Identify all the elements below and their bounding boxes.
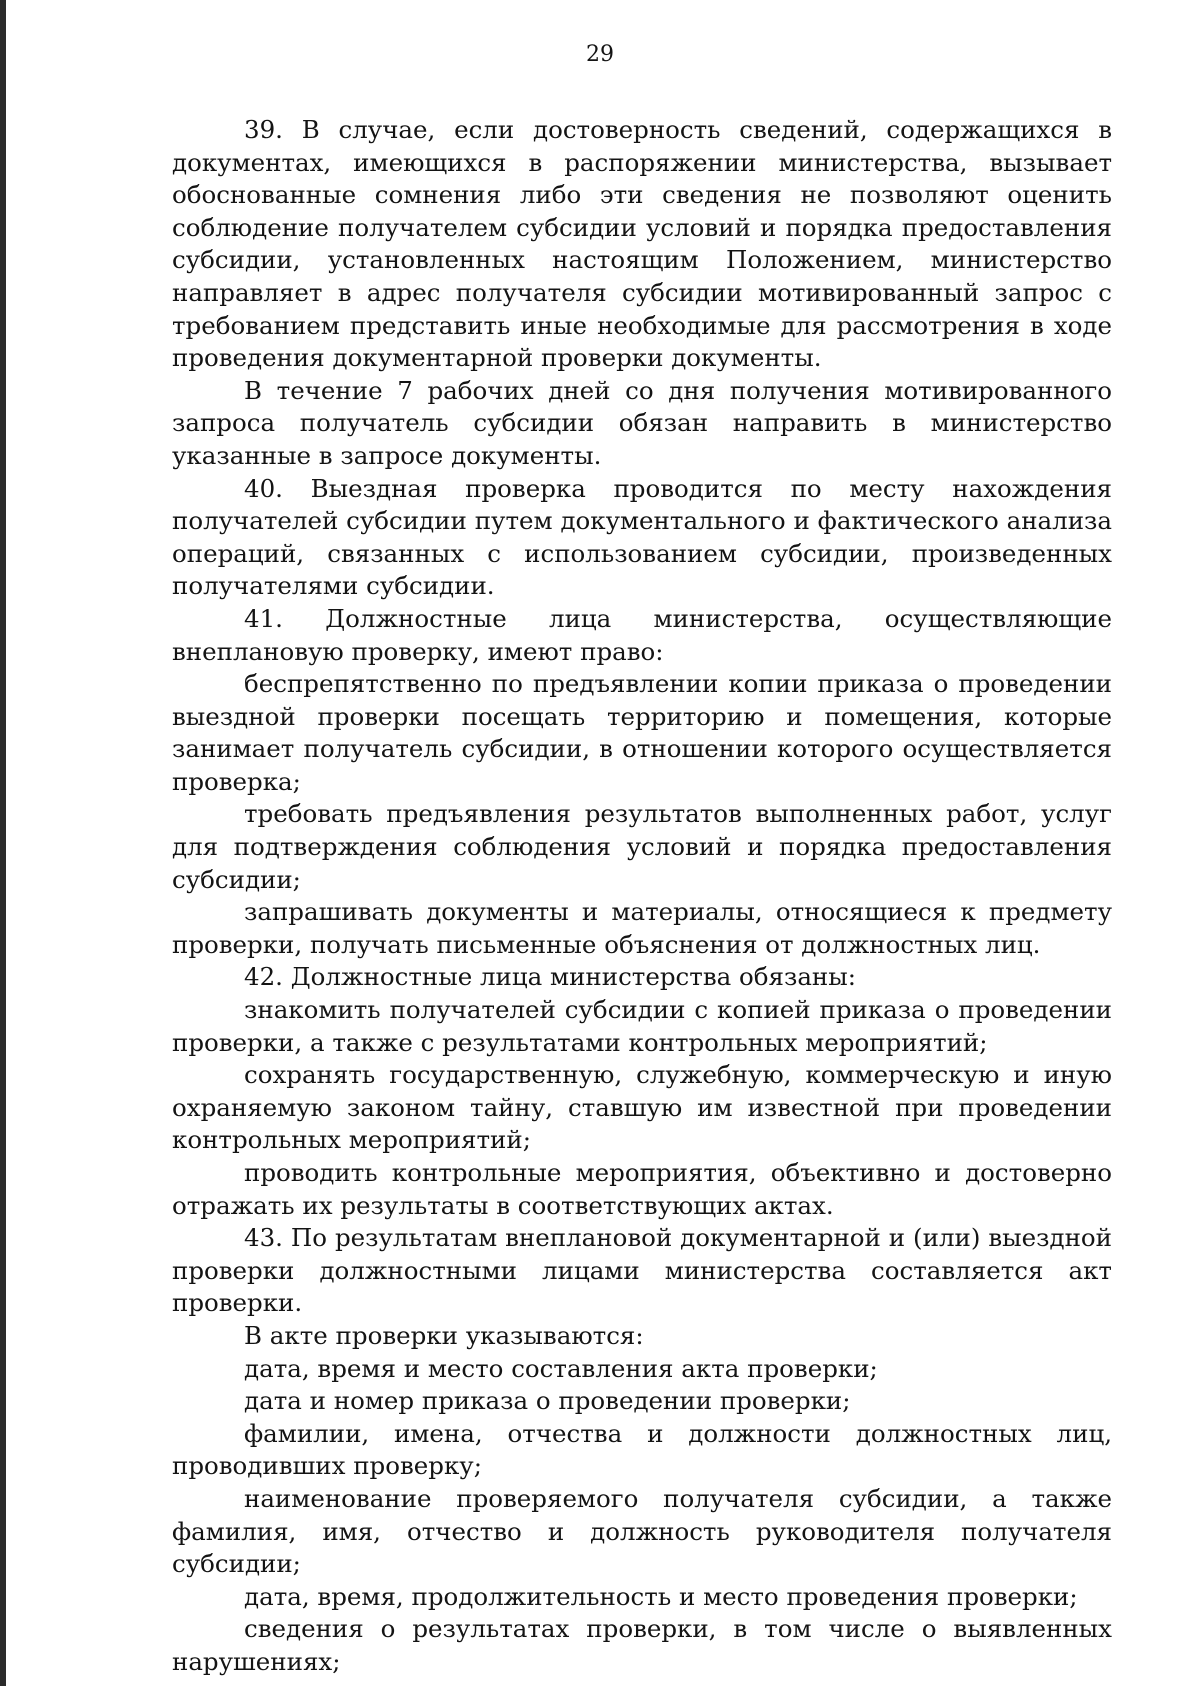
act-item: дата и номер приказа о проведении проверки; xyxy=(244,1386,851,1416)
act-item: наименование проверяемого получателя субсидии, а также фамилия, имя, отчество и должность руководителя получателя субсидии; xyxy=(172,1483,1112,1579)
page-number: 29 xyxy=(586,42,614,67)
right-item: запрашивать документы и материалы, относящиеся к предмету проверки, получать письменные объяснения от должностных лиц. xyxy=(172,897,1112,959)
right-item: беспрепятственно по предъявлении копии приказа о проведении выездной проверки посещать территорию и помещения, которые занимает получатель субсидии, в отношении которого осуществляется проверка; xyxy=(172,669,1112,796)
act-item: сведения о результатах проверки, в том числе о выявленных нарушениях; xyxy=(172,1614,1112,1676)
act-contents-intro: В акте проверки указываются: xyxy=(244,1320,644,1350)
act-item: фамилии, имена, отчества и должности должностных лиц, проводивших проверку; xyxy=(172,1418,1112,1481)
act-item: дата, время и место составления акта проверки; xyxy=(244,1353,878,1383)
right-item: требовать предъявления результатов выполненных работ, услуг для подтверждения соблюдения условий и порядка предоставления субсидии; xyxy=(172,799,1112,894)
paragraph-43: 43. По результатам внеплановой документарной и (или) выездной проверки должностными лицами министерства составляется акт проверки. xyxy=(172,1223,1112,1318)
document-body xyxy=(172,114,1112,1679)
duty-item: сохранять государственную, служебную, коммерческую и иную охраняемую законом тайну, ставшую им известной при проведении контрольных мероприятий; xyxy=(172,1060,1112,1155)
duty-item: проводить контрольные мероприятия, объективно и достоверно отражать их результаты в соответствующих актах. xyxy=(172,1158,1112,1220)
paragraph-deadline: В течение 7 рабочих дней со дня получения мотивированного запроса получатель субсидии обязан направить в министерство указанные в запросе документы. xyxy=(172,375,1112,470)
act-item: дата, время, продолжительность и место проведения проверки; xyxy=(244,1581,1078,1611)
paragraph-42: 42. Должностные лица министерства обязаны: xyxy=(244,962,857,992)
duty-item: знакомить получателей субсидии с копией приказа о проведении проверки, а также с результатами контрольных мероприятий; xyxy=(172,995,1112,1057)
paragraph-41: 41. Должностные лица министерства, осуществляющие внеплановую проверку, имеют право: xyxy=(172,603,1112,666)
paragraph-40: 40. Выездная проверка проводится по месту нахождения получателей субсидии путем документального и фактического анализа операций, связанных с использованием субсидии, произведенных получателями субсидии. xyxy=(172,473,1112,601)
paragraph-39: 39. В случае, если достоверность сведений, содержащихся в документах, имеющихся в распоряжении министерства, вызывает обоснованные сомнения либо эти сведения не позволяют оценить соблюдение получателем субсидии условий и порядка предоставления субсидии, установленных настоящим Положением, министерство направляет в адрес получателя субсидии мотивированный запрос с требованием представить иные необходимые для рассмотрения в ходе проведения документарной проверки документы. xyxy=(172,115,1112,373)
